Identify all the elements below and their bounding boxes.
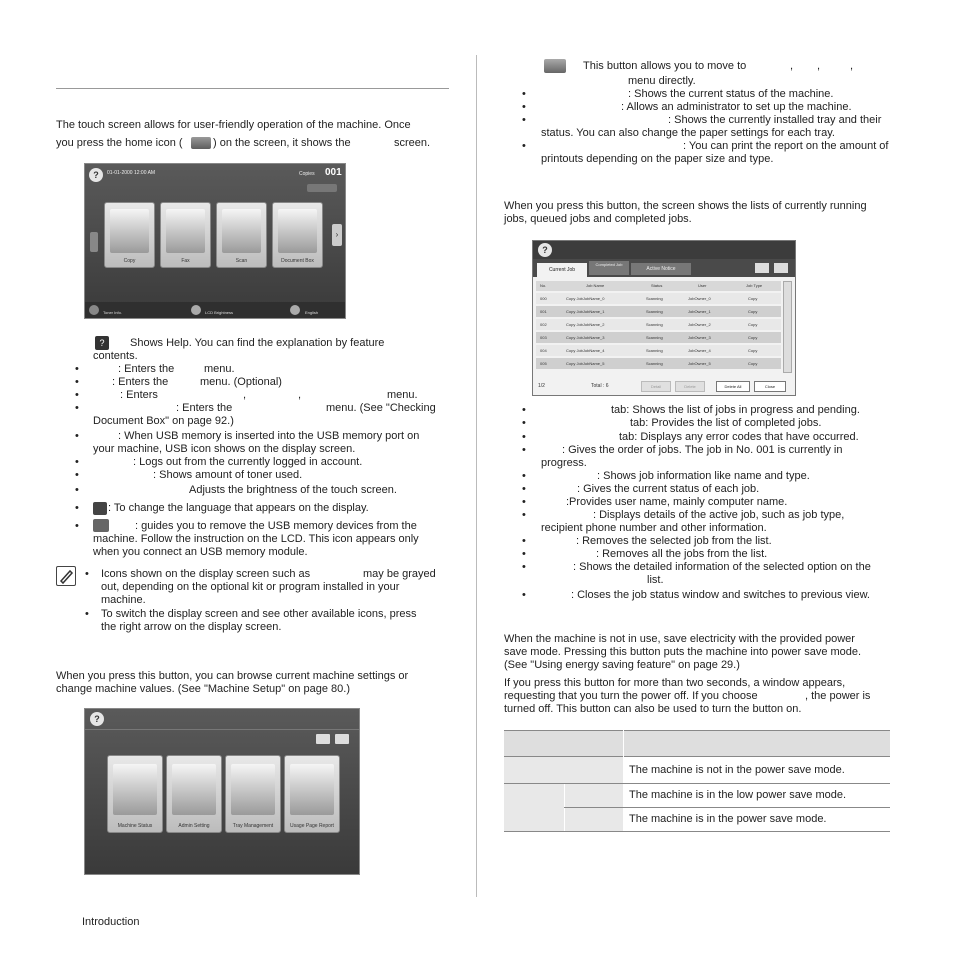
note-2b: the right arrow on the display screen. (101, 621, 282, 633)
j-item-notice: tab: Displays any error codes that have occurred. (619, 431, 859, 443)
setup-text-1: When you press this button, you can browse current machine settings or (56, 670, 409, 682)
item-scan-sep2: , (298, 389, 302, 401)
help-icon: ? (538, 243, 552, 257)
item-usb-remove-3: when you connect an USB memory module. (93, 546, 308, 558)
intro-line-2b: ) on the screen, it shows the (213, 137, 351, 149)
item-usb: : When USB memory is inserted into the USB memory port on (118, 430, 420, 442)
copies-value: 001 (325, 167, 342, 178)
item-help: Shows Help. You can find the explanation by feature (130, 337, 385, 349)
home-icon (774, 263, 788, 273)
table-row[interactable]: 002 Copy JobJobName_2 Scanning JobOwner_2 Copy (536, 319, 781, 330)
power-text-3: (See "Using energy saving feature" on page 29.) (504, 659, 740, 671)
brightness-icon (191, 305, 201, 315)
tile-copy: Copy (104, 202, 155, 268)
note-1d: machine. (101, 594, 146, 606)
table-row[interactable]: 005 Copy JobJobName_5 Scanning JobOwner_5 Copy (536, 358, 781, 369)
job-header: No. Job Name Status User Job Type (536, 281, 781, 291)
power-table (504, 730, 890, 832)
help-icon: ? (95, 336, 109, 350)
btn-text-2: menu directly. (628, 75, 696, 87)
table-row[interactable]: 004 Copy JobJobName_4 Scanning JobOwner_4 Copy (536, 345, 781, 356)
j-item-status: : Gives the current status of each job. (577, 483, 760, 495)
item-scan: : Enters (120, 389, 158, 401)
tab-current-job[interactable]: Current Job (537, 263, 587, 277)
tab-completed-job[interactable]: Completed Job (589, 261, 629, 275)
r-item-3: : Shows the currently installed tray and their (668, 114, 882, 126)
delete-all-button[interactable]: Delete All (716, 381, 750, 392)
home-icon (191, 137, 211, 149)
note-1: Icons shown on the display screen such as (101, 568, 311, 580)
table-row (564, 808, 890, 832)
help-icon: ? (89, 168, 103, 182)
power-text-6: turned off. This button can also be used to turn the button on. (504, 703, 802, 715)
j-item-delete: : Removes the selected job from the list. (576, 535, 772, 547)
status-button (307, 184, 337, 192)
setup-screen-screenshot (84, 708, 360, 875)
tile-machine-status: Machine Status (107, 755, 163, 833)
power-text-1: When the machine is not in use, save electricity with the provided power (504, 633, 855, 645)
toner-icon (89, 305, 99, 315)
tile-admin-setting: Admin Setting (166, 755, 222, 833)
item-fax-end: menu. (Optional) (200, 376, 282, 388)
item-usb-remove: : guides you to remove the USB memory devices from the (135, 520, 417, 532)
note-icon (56, 566, 76, 586)
copies-label: Copies (299, 171, 315, 177)
item-docbox-end: menu. (See "Checking (326, 402, 436, 414)
right-arrow-icon: › (332, 224, 342, 246)
item-scan-end: menu. (387, 389, 418, 401)
item-copy-end: menu. (204, 363, 235, 375)
btn-text-1: This button allows you to move to (583, 60, 747, 72)
column-divider (476, 55, 477, 897)
back-icon (316, 734, 330, 744)
r-item-2: : Allows an administrator to set up the machine. (621, 101, 852, 113)
help-icon: ? (90, 712, 104, 726)
note-1b: may be grayed (363, 568, 436, 580)
print-icon (755, 263, 769, 273)
r-item-1: : Shows the current status of the machine. (628, 88, 834, 100)
intro-line-2c: screen. (394, 137, 431, 149)
item-brightness: Adjusts the brightness of the touch screen. (189, 484, 397, 496)
footer-introduction: Introduction (82, 916, 140, 928)
table-row (504, 757, 890, 784)
job-status-screenshot (532, 240, 796, 396)
table-row (564, 784, 890, 808)
item-help-cont: contents. (93, 350, 138, 362)
toner-label: Toner Info. (103, 310, 122, 315)
item-scan-sep1: , (243, 389, 247, 401)
table-header (504, 730, 890, 757)
main-screen-screenshot (84, 163, 346, 319)
language-label: English (305, 310, 319, 315)
item-logout: : Logs out from the currently logged in account. (133, 456, 363, 468)
table-cell: The machine is in the low power save mode. (629, 789, 847, 801)
close-button[interactable]: Close (754, 381, 786, 392)
table-cell: The machine is in the power save mode. (629, 813, 827, 825)
item-copy: : Enters the (118, 363, 175, 375)
language-icon (93, 502, 107, 515)
delete-button[interactable]: Delete (675, 381, 705, 392)
item-docbox: : Enters the (176, 402, 233, 414)
job-list (536, 293, 781, 373)
language-icon (290, 305, 300, 315)
machine-setup-icon (544, 59, 566, 73)
j-item-no: : Gives the order of jobs. The job in No. 001 is currently in (562, 444, 843, 456)
r-item-3b: status. You can also change the paper settings for each tray. (541, 127, 835, 139)
r-item-4b: printouts depending on the paper size and type. (541, 153, 774, 165)
datetime: 01-01-2000 12:00 AM (107, 170, 156, 176)
tile-document-box: Document Box (272, 202, 323, 268)
j-item-completed: tab: Provides the list of completed jobs. (630, 417, 822, 429)
home-icon (335, 734, 349, 744)
btn-sep-1: , (790, 60, 794, 72)
power-text-4: If you press this button for more than two seconds, a window appears, (504, 677, 846, 689)
j-item-no-cont: progress. (541, 457, 587, 469)
job-scrollbar[interactable] (783, 281, 792, 373)
page-indicator: 1/2 (538, 383, 545, 389)
usb-remove-icon (93, 519, 109, 532)
item-language: : To change the language that appears on the display. (108, 502, 369, 514)
tile-scan: Scan (216, 202, 267, 268)
tile-fax: Fax (160, 202, 211, 268)
table-row[interactable]: 000 Copy JobJobName_0 Scanning JobOwner_0 Copy (536, 293, 781, 304)
table-cell: The machine is not in the power save mode. (629, 764, 845, 776)
j-item-delete-all: : Removes all the jobs from the list. (596, 548, 768, 560)
section-divider (56, 88, 449, 89)
item-toner: : Shows amount of toner used. (153, 469, 303, 481)
job-top-bar (533, 241, 795, 259)
item-usb-cont: your machine, USB icon shows on the display screen. (93, 443, 356, 455)
table-row[interactable]: 001 Copy JobJobName_1 Scanning JobOwner_1 Copy (536, 306, 781, 317)
btn-sep-2: , (817, 60, 821, 72)
j-item-detail: : Shows the detailed information of the selected option on the (573, 561, 871, 573)
total-count: Total : 6 (591, 383, 609, 389)
btn-sep-3: , (850, 60, 854, 72)
r-item-4: : You can print the report on the amount of (683, 140, 889, 152)
job-text-1: When you press this button, the screen shows the lists of currently running (504, 200, 867, 212)
tile-tray-management: Tray Management (225, 755, 281, 833)
j-item-current: tab: Shows the list of jobs in progress and pending. (611, 404, 860, 416)
detail-button[interactable]: Detail (641, 381, 671, 392)
note-1c: out, depending on the optional kit or program installed in your (101, 581, 400, 593)
j-item-jobtype: : Displays details of the active job, such as job type, (593, 509, 845, 521)
item-docbox-cont: Document Box" on page 92.) (93, 415, 234, 427)
job-text-2: jobs, queued jobs and completed jobs. (504, 213, 692, 225)
j-item-user: :Provides user name, mainly computer name. (566, 496, 788, 508)
item-fax: : Enters the (112, 376, 169, 388)
intro-line-2a: you press the home icon ( (56, 137, 183, 149)
note-2: To switch the display screen and see other available icons, press (101, 608, 417, 620)
tile-usage-page-report: Usage Page Report (284, 755, 340, 833)
intro-line-1: The touch screen allows for user-friendly operation of the machine. Once (56, 119, 411, 131)
top-bar-line (85, 729, 359, 730)
power-text-5b: , the power is (805, 690, 871, 702)
j-item-jobname: : Shows job information like name and type. (597, 470, 810, 482)
table-row[interactable]: 003 Copy JobJobName_3 Scanning JobOwner_3 Copy (536, 332, 781, 343)
tab-active-notice[interactable]: Active Notice (631, 263, 691, 275)
setup-text-2: change machine values. (See "Machine Setup" on page 80.) (56, 683, 350, 695)
j-item-jobtype-cont: recipient phone number and other information. (541, 522, 767, 534)
j-item-close: : Closes the job status window and switches to previous view. (571, 589, 870, 601)
brightness-label: LCD Brightness (205, 310, 234, 315)
left-arrow-icon (90, 232, 98, 252)
power-text-5a: requesting that you turn the power off. If you choose (504, 690, 758, 702)
power-text-2: save mode. Pressing this button puts the machine into power save mode. (504, 646, 862, 658)
item-usb-remove-2: machine. Follow the instruction on the LCD. This icon appears only (93, 533, 419, 545)
j-item-detail-cont: list. (647, 574, 664, 586)
